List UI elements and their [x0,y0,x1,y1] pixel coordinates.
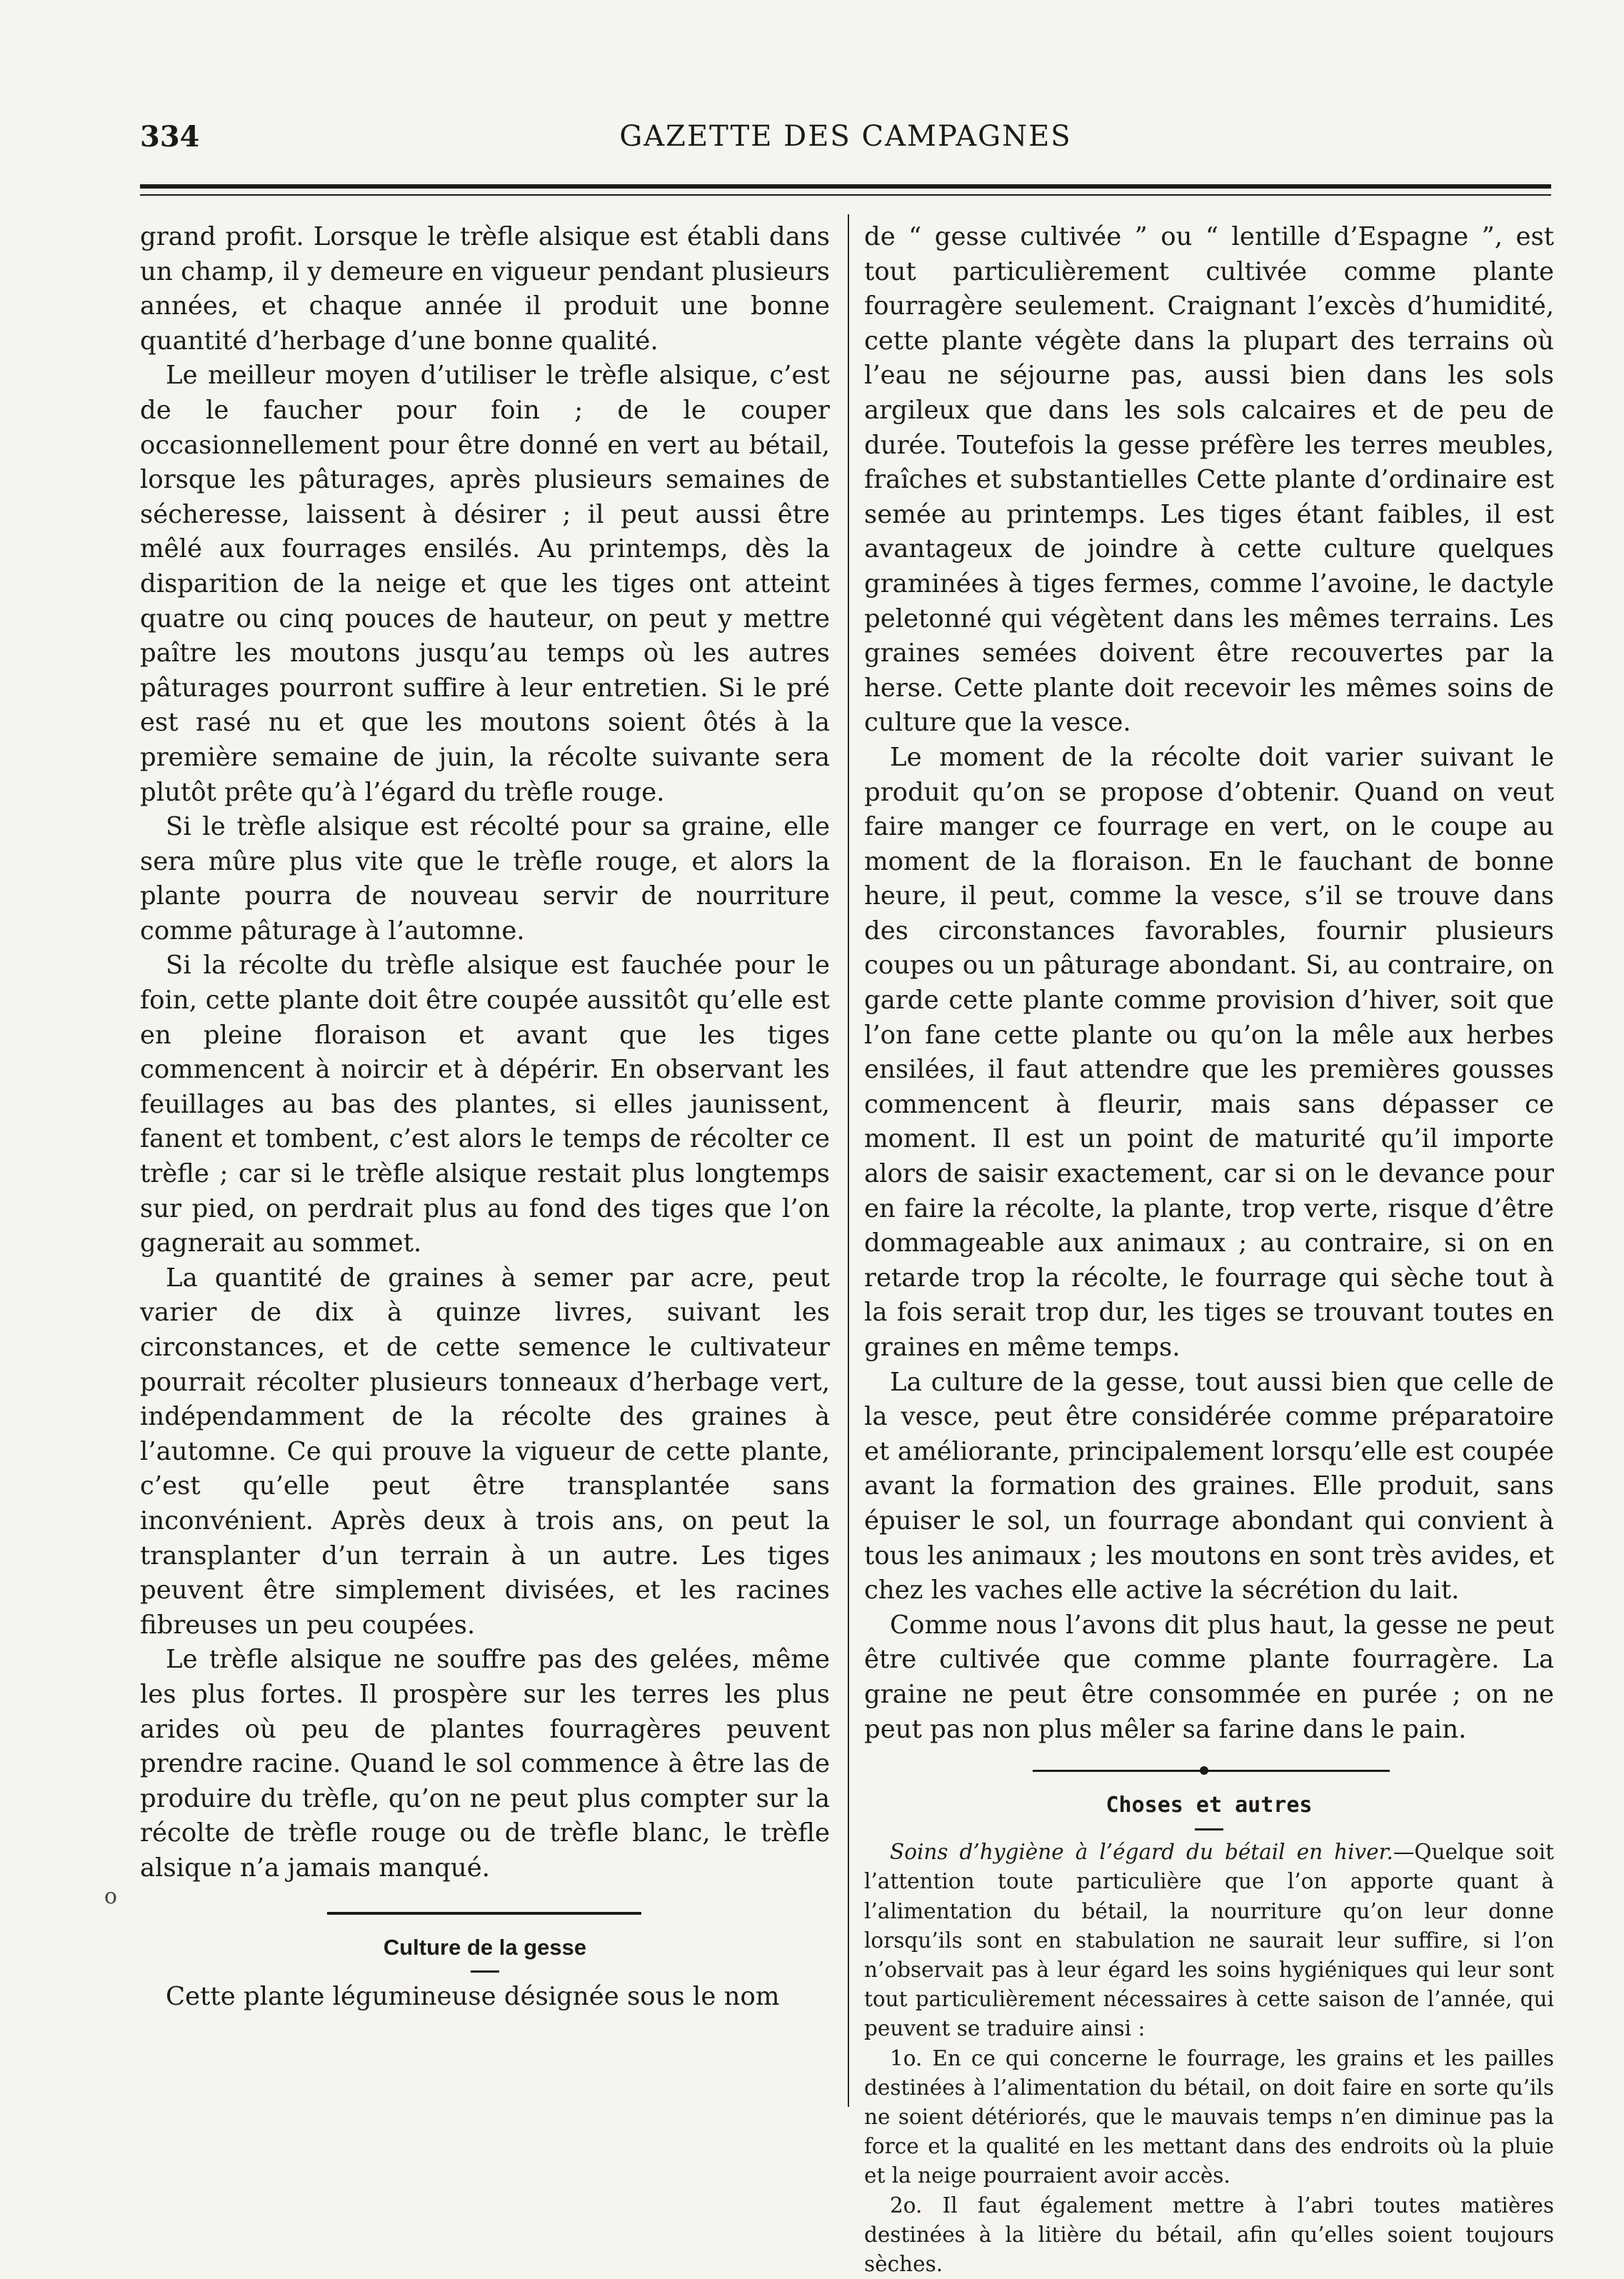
column-divider [848,214,849,2107]
paragraph: 1o. En ce qui concerne le fourrage, les grains et les pailles destinées à l’alimentation du bétail, on doit faire en sorte qu’ils ne soient détériorés, que le mauvais temps n’en diminue pas la force et la qualité en les mettant dans des endroits où la pluie et la neige pourraient avoir accès. [864,2045,1554,2188]
page-header [140,120,1551,166]
section-ornament [864,1757,1554,1785]
paragraph: Le meilleur moyen d’utiliser le trèfle alsique, c’est de le faucher pour foin ; de le couper occasionnellement pour être donné en vert au bétail, lorsque les pâturages, après plusieurs semaines de sécheresse, laissent à désirer ; il peut aussi être mêlé aux fourrages ensilés. Au printemps, dès la disparition de la neige et que les tiges ont atteint quatre ou cinq pouces de hauteur, on peut y mettre paître les moutons jusqu’au temps où les autres pâturages pourront suffire à leur entretien. Si le pré est rasé nu et que les moutons soient ôtés à la première semaine de juin, la récolte suivante sera plutôt prête qu’à l’égard du trèfle rouge. [140,361,830,807]
header-rule-thin [140,194,1551,196]
paragraph: La quantité de graines à semer par acre, peut varier de dix à quinze livres, suivant les circonstances, et de cette semence le cultivateur pourrait récolter plusieurs tonneaux d’herbage vert, indépendamment de la récolte des graines à l’automne. Ce qui prouve la vigueur de cette plante, c’est qu’elle peut être transplantée sans inconvénient. Après deux à trois ans, on peut la transplanter d’un terrain à un autre. Les tiges peuvent être simplement divisées, et les racines fibreuses un peu coupées. [140,1263,830,1640]
paragraph: Comme nous l’avons dit plus haut, la gesse ne peut être cultivée que comme plante fourragère. La graine ne peut être consommée en purée ; on ne peut pas non plus mêler sa farine dans le pain. [864,1610,1554,1744]
running-title: GAZETTE DES CAMPAGNES [619,120,1072,153]
page-number: 334 [140,120,200,154]
section-title: Choses et autres [1106,1793,1313,1818]
paragraph: Le trèfle alsique ne souffre pas des gelées, même les plus fortes. Il prospère sur les terres les plus arides où peu de plantes fourragères peuvent prendre racine. Quand le sol commence à être las de produire du trèfle, qu’on ne peut plus compter sur la récolte de trèfle rouge ou de trèfle blanc, le trèfle alsique n’a jamais manqué. [140,1645,830,1883]
paragraph: de “ gesse cultivée ” ou “ lentille d’Espagne ”, est tout particulièrement cultivée comme plante fourragère seulement. Craignant l’excès d’humidité, cette plante végète dans la plupart des terrains où l’eau ne séjourne pas, aussi bien dans les sols argileux que dans les sols calcaires et de peu de durée. Toutefois la gesse préfère les terres meubles, fraîches et substantielles Cette plante d’ordinaire est semée au printemps. Les tiges étant faibles, il est avantageux de joindre à cette culture quelques graminées à tiges fermes, comme l’avoine, le dactyle peletonné qui végètent dans les mêmes terrains. Les graines semées doivent être recouvertes par la herse. Cette plante doit recevoir les mêmes soins de culture que la vesce. [864,222,1554,738]
title-dash [471,1970,499,1973]
header-rule-thick [140,184,1551,189]
title-dash [1195,1828,1223,1830]
paragraph: 2o. Il faut également mettre à l’abri toutes matières destinées à la litière du bétail, afin qu’elles soient toujours sèches. [864,2193,1554,2276]
paragraph: Cette plante légumineuse désignée sous le nom [166,1981,780,2011]
small-print-section [864,1838,1554,2279]
right-column [864,220,1554,2279]
paragraph: Si le trèfle alsique est récolté pour sa graine, elle sera mûre plus vite que le trèfle rouge, et alors la plante pourra de nouveau servir de nourriture comme pâturage à l’automne. [140,812,830,946]
section-title: Culture de la gesse [383,1934,587,1960]
paragraph: Si la récolte du trèfle alsique est fauchée pour le foin, cette plante doit être coupée aussitôt qu’elle est en pleine floraison et avant que les tiges commencent à noircir et à dépérir. En observant les feuillages au bas des plantes, si elles jaunissent, fanent et tombent, c’est alors le temps de récolter ce trèfle ; car si le trèfle alsique restait plus longtemps sur pied, on perdrait plus au fond des tiges que l’on gagnerait au sommet. [140,951,830,1258]
lead-heading: Soins d’hygiène à l’égard du bétail en hiver. [890,1840,1393,1865]
margin-mark: o [104,1884,118,1909]
paragraph: Le moment de la récolte doit varier suivant le produit qu’on se propose d’obtenir. Quand on veut faire manger ce fourrage en vert, on le coupe au moment de la floraison. En le fauchant de bonne heure, il peut, comme la vesce, s’il se trouve dans des circonstances favorables, fournir plusieurs coupes ou un pâturage abondant. Si, au contraire, on garde cette plante comme provision d’hiver, soit que l’on fane cette plante ou qu’on la mêle aux herbes ensilées, il faut attendre que les premières gousses commencent à fleurir, mais sans dépasser ce moment. Il est un point de maturité qu’il importe alors de saisir exactement, car si on le devance pour en faire la récolte, la plante, trop verte, risque d’être dommageable aux animaux ; au contraire, si on en retarde trop la récolte, le fourrage qui sèche tout à la fois serait trop dur, les tiges se trouvant toutes en graines en même temps. [864,742,1554,1362]
paragraph: La culture de la gesse, tout aussi bien que celle de la vesce, peut être considérée comme préparatoire et améliorante, principalement lorsqu’elle est coupée avant la formation des graines. Elle produit, sans épuiser le sol, un fourrage abondant qui convient à tous les animaux ; les moutons en sont très avides, et chez les vaches elle active la sécrétion du lait. [864,1367,1554,1606]
section-ornament [140,1899,830,1928]
paragraph: —Quelque soit l’attention toute particulière que l’on apporte quant à l’alimentation du bétail, la nourriture qu’on leur donne lorsqu’ils sont en stabulation ne saurait leur suffire, si l’on n’observait pas à leur égard les soins hygiéniques qui leur sont tout particulièrement nécessaires à cette saison de l’année, qui peuvent se traduire ainsi : [864,1840,1555,2041]
paragraph: grand profit. Lorsque le trèfle alsique est établi dans un champ, il y demeure en vigueur pendant plusieurs années, et chaque année il produit une bonne quantité d’herbage d’une bonne qualité. [140,222,830,356]
left-column [140,220,830,2014]
